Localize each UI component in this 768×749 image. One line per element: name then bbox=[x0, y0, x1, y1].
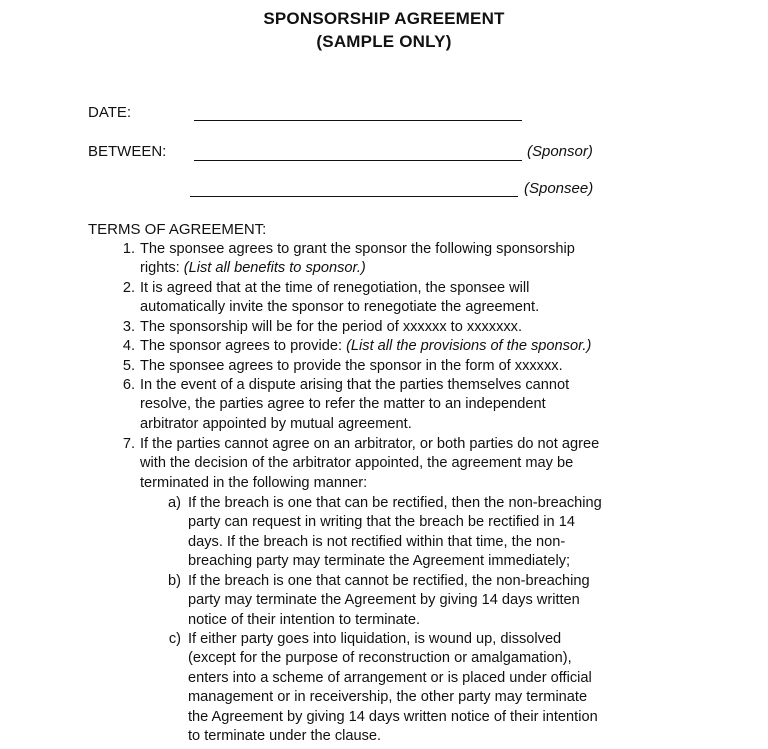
termination-subitem-text: If the breach is one that cannot be rectified, the non-breaching party may terminate the Agreement by giving 14 days written notice of their intention to terminate. bbox=[188, 573, 590, 628]
term-item-text: The sponsee agrees to grant the sponsor the following sponsorship rights: (List all benefits to sponsor.) bbox=[140, 241, 575, 277]
sponsor-blank-line bbox=[194, 160, 522, 161]
term-item-number: 4. bbox=[122, 338, 135, 354]
term-item-text: The sponsorship will be for the period of xxxxxx to xxxxxxx. bbox=[140, 319, 523, 335]
termination-subitem-text: If either party goes into liquidation, is wound up, dissolved (except for the purpose of reconstruction or amalgamation), enters into a scheme of arrangement or is placed under official management or in receivership, the other party may terminate the Agreement by giving 14 days written notice of their intention to terminate under the clause. bbox=[188, 631, 598, 745]
term-item-number: 7. bbox=[122, 436, 135, 452]
term-item-text: It is agreed that at the time of renegotiation, the sponsee will automatically invite the sponsor to renegotiate the agreement. bbox=[140, 280, 540, 316]
term-item-number: 2. bbox=[122, 280, 135, 296]
term-item-number: 6. bbox=[122, 377, 135, 393]
term-item-text: If the parties cannot agree on an arbitrator, or both parties do not agree with the decision of the arbitrator appointed, the agreement may be terminated in the following manner: bbox=[140, 436, 600, 491]
document-subtitle: (SAMPLE ONLY) bbox=[316, 32, 452, 51]
termination-subitem-number: b) bbox=[168, 573, 181, 589]
date-label: DATE: bbox=[88, 104, 132, 121]
term-item-text: In the event of a dispute arising that the parties themselves cannot resolve, the parties agree to refer the matter to an independent arbitrator appointed by mutual agreement. bbox=[140, 377, 570, 432]
document-title: SPONSORSHIP AGREEMENT bbox=[263, 9, 505, 28]
sponsee-role-label: (Sponsee) bbox=[524, 180, 594, 197]
sponsee-blank-line bbox=[190, 196, 518, 197]
term-item-italic-note: (List all the provisions of the sponsor.) bbox=[346, 338, 592, 354]
term-item-number: 5. bbox=[122, 358, 135, 374]
terms-heading: TERMS OF AGREEMENT: bbox=[88, 221, 267, 238]
term-item-number: 3. bbox=[122, 319, 135, 335]
sponsor-role-label: (Sponsor) bbox=[527, 143, 593, 160]
termination-subitem-number: c) bbox=[168, 631, 181, 647]
date-blank-line bbox=[194, 120, 522, 121]
term-item-number: 1. bbox=[122, 241, 135, 257]
term-item-italic-note: (List all benefits to sponsor.) bbox=[183, 260, 366, 277]
term-item-text: The sponsee agrees to provide the sponsor in the form of xxxxxx. bbox=[140, 358, 563, 374]
term-item-text: The sponsor agrees to provide: (List all the provisions of the sponsor.) bbox=[140, 338, 592, 354]
termination-subitem-text: If the breach is one that can be rectified, then the non-breaching party can request in writing that the breach be rectified in 14 days. If the breach is not rectified within that time, the non- breaching party may terminate the Agreement immediately; bbox=[188, 495, 602, 570]
termination-subitem-number: a) bbox=[168, 495, 181, 511]
between-label: BETWEEN: bbox=[88, 143, 167, 160]
